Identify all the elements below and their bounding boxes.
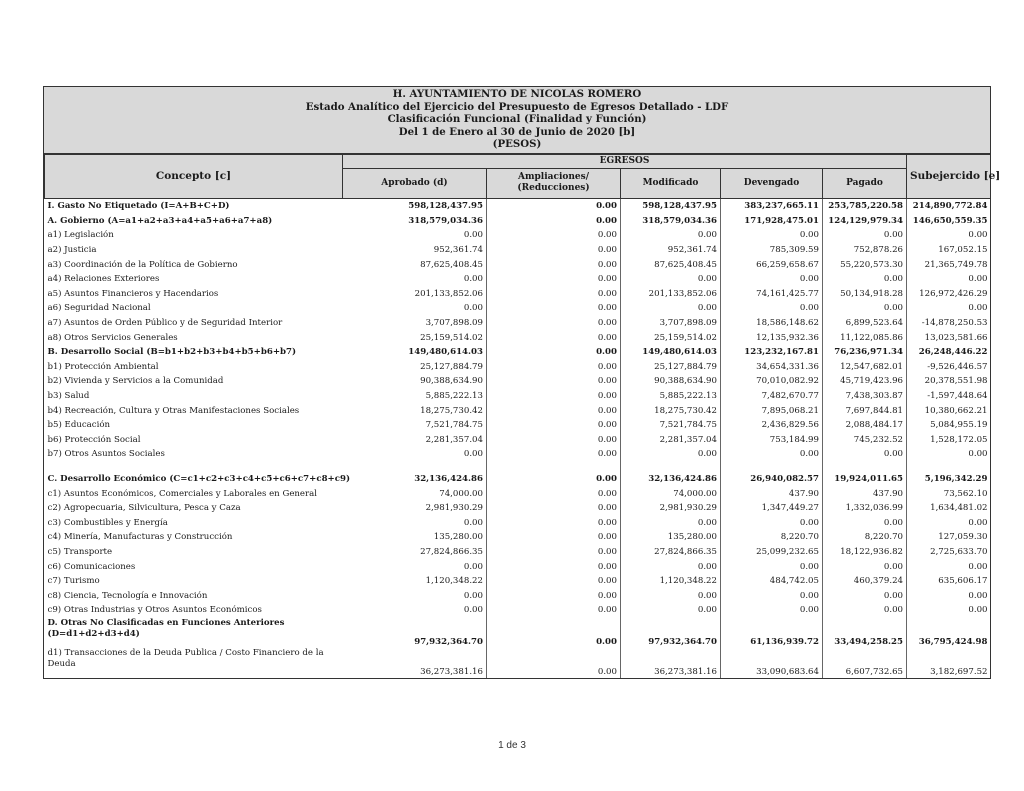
table-row [45,530,991,545]
cell-aprobado: 25,127,884.79 [343,360,487,375]
cell-subejercido: 20,378,551.98 [924,376,988,387]
cell-ampliaciones: 0.00 [487,198,621,213]
cell-modificado: 36,273,381.16 [621,648,721,678]
cell-pagado: 745,232.52 [823,432,907,447]
table-row [45,374,991,389]
cell-pagado: 0.00 [823,228,907,243]
table-row [45,486,991,501]
cell-pagado: 752,878.26 [823,243,907,258]
cell-ampliaciones: 0.00 [487,301,621,316]
cell-ampliaciones: 0.00 [487,214,621,229]
cell-devengado: 8,220.70 [721,530,823,545]
spacer-cell [721,462,823,472]
cell-concepto: A. Gobierno (A=a1+a2+a3+a4+a5+a6+a7+a8) [47,215,273,226]
cell-concepto: I. Gasto No Etiquetado (I=A+B+C+D) [45,198,343,213]
cell-devengado: 25,099,232.65 [721,545,823,560]
table-row [45,574,991,589]
report-classification: Clasificación Funcional (Finalidad y Función) [387,113,647,126]
table-row [45,618,991,648]
cell-concepto: c6) Comunicaciones [47,561,136,572]
cell-devengado: 66,259,658.67 [721,257,823,272]
cell-aprobado: 0.00 [343,588,487,603]
report-period: Del 1 de Enero al 30 de Junio de 2020 [b] [398,125,636,138]
cell-ampliaciones: 0.00 [487,447,621,462]
cell-aprobado: 0.00 [343,515,487,530]
cell-concepto: a2) Justicia [47,245,97,256]
cell-pagado: 2,088,484.17 [823,418,907,433]
cell-pagado: 0.00 [823,272,907,287]
cell-aprobado: 0.00 [343,228,487,243]
cell-devengado: 0.00 [721,272,823,287]
cell-ampliaciones: 0.00 [487,228,621,243]
cell-concepto: d1) Transacciones de la Deuda Publica / Costo Financiero de la Deuda [47,647,324,669]
cell-devengado: 0.00 [721,301,823,316]
cell-subejercido: 0.00 [968,561,988,572]
cell-subejercido: 13,023,581.66 [924,332,988,343]
cell-subejercido: 0.00 [968,605,988,616]
cell-devengado: 70,010,082.92 [721,374,823,389]
cell-modificado: 18,275,730.42 [621,403,721,418]
cell-concepto: c7) Turismo [47,576,100,587]
table-row [45,515,991,530]
cell-aprobado: 0.00 [343,447,487,462]
cell-pagado: 33,494,258.25 [823,618,907,648]
cell-concepto: b7) Otros Asuntos Sociales [47,449,165,460]
cell-aprobado: 0.00 [343,559,487,574]
cell-subejercido: 214,890,772.84 [907,198,991,213]
cell-modificado: 149,480,614.03 [621,345,721,360]
table-row [45,389,991,404]
cell-modificado: 0.00 [621,559,721,574]
table-row [45,403,991,418]
cell-ampliaciones: 0.00 [487,257,621,272]
table-row [45,345,991,360]
cell-pagado: 460,379.24 [823,574,907,589]
cell-modificado: 27,824,866.35 [621,545,721,560]
spacer-cell [487,462,621,472]
cell-ampliaciones: 0.00 [487,559,621,574]
cell-pagado: 45,719,423.96 [823,374,907,389]
table-row [45,603,991,618]
cell-pagado: 0.00 [823,515,907,530]
cell-modificado: 25,159,514.02 [621,330,721,345]
table-row [45,301,991,316]
cell-aprobado: 0.00 [343,301,487,316]
cell-pagado: 253,785,220.58 [823,198,907,213]
cell-devengado: 18,586,148.62 [721,316,823,331]
cell-concepto: a3) Coordinación de la Política de Gobierno [47,259,238,270]
cell-modificado: 97,932,364.70 [621,618,721,648]
cell-ampliaciones: 0.00 [487,648,621,678]
cell-aprobado: 25,159,514.02 [343,330,487,345]
table-row [45,272,991,287]
cell-subejercido: -1,597,448.64 [927,390,988,401]
cell-aprobado: 5,885,222.13 [343,389,487,404]
cell-pagado: 19,924,011.65 [823,472,907,487]
cell-subejercido: 127,059.30 [938,532,988,543]
cell-ampliaciones: 0.00 [487,374,621,389]
cell-ampliaciones: 0.00 [487,287,621,302]
cell-aprobado: 3,707,898.09 [343,316,487,331]
cell-subejercido: 146,650,559.35 [912,215,988,226]
cell-modificado: 0.00 [621,301,721,316]
cell-concepto: C. Desarrollo Económico (C=c1+c2+c3+c4+c5+c6+c7+c8+c9) [47,473,351,484]
cell-devengado: 74,161,425.77 [721,287,823,302]
cell-ampliaciones: 0.00 [487,618,621,648]
cell-aprobado: 74,000.00 [343,486,487,501]
col-aprobado: Aprobado (d) [343,168,487,198]
cell-pagado: 0.00 [823,301,907,316]
cell-pagado: 0.00 [823,588,907,603]
table-row [45,501,991,516]
col-egresos: EGRESOS [343,154,907,168]
cell-devengado: 2,436,829.56 [721,418,823,433]
cell-ampliaciones: 0.00 [487,432,621,447]
table-row [45,545,991,560]
cell-subejercido: 5,084,955.19 [930,420,988,431]
col-ampliaciones-line1: Ampliaciones/ [518,172,589,183]
table-row [45,228,991,243]
cell-modificado: 952,361.74 [621,243,721,258]
cell-subejercido: 3,182,697.52 [930,666,988,677]
cell-ampliaciones: 0.00 [487,545,621,560]
col-ampliaciones-line2: (Reducciones) [517,183,590,194]
col-subejercido: Subejercido [e] [907,154,991,198]
cell-subejercido: 0.00 [968,303,988,314]
cell-ampliaciones: 0.00 [487,389,621,404]
cell-concepto: a1) Legislación [47,230,114,241]
cell-ampliaciones: 0.00 [487,345,621,360]
cell-modificado: 32,136,424.86 [621,472,721,487]
cell-pagado: 124,129,979.34 [823,214,907,229]
table-row [45,447,991,462]
cell-subejercido: 0.00 [968,230,988,241]
cell-pagado: 0.00 [823,603,907,618]
cell-pagado: 437.90 [823,486,907,501]
spacer-cell [823,462,907,472]
cell-ampliaciones: 0.00 [487,330,621,345]
cell-devengado: 0.00 [721,588,823,603]
spacer-cell [907,462,991,472]
col-devengado: Devengado [721,168,823,198]
cell-concepto: a7) Asuntos de Orden Público y de Seguridad Interior [47,318,283,329]
cell-ampliaciones: 0.00 [487,272,621,287]
cell-devengado: 7,895,068.21 [721,403,823,418]
cell-aprobado: 0.00 [343,603,487,618]
spacer-cell [621,462,721,472]
cell-modificado: 87,625,408.45 [621,257,721,272]
cell-aprobado: 952,361.74 [343,243,487,258]
report-sheet [43,86,1001,679]
cell-devengado: 12,135,932.36 [721,330,823,345]
table-row [45,316,991,331]
cell-concepto: a8) Otros Servicios Generales [47,332,178,343]
cell-aprobado: 27,824,866.35 [343,545,487,560]
cell-ampliaciones: 0.00 [487,243,621,258]
cell-pagado: 7,697,844.81 [823,403,907,418]
cell-subejercido: 167,052.15 [938,245,988,256]
cell-aprobado: 135,280.00 [343,530,487,545]
cell-ampliaciones: 0.00 [487,403,621,418]
spacer-cell [45,462,343,472]
cell-subejercido: 126,972,426.29 [919,288,988,299]
cell-concepto: c4) Minería, Manufacturas y Construcción [47,532,233,543]
cell-aprobado: 0.00 [343,272,487,287]
report-title: Estado Analítico del Ejercicio del Presupuesto de Egresos Detallado - LDF [305,100,729,113]
cell-devengado: 1,347,449.27 [721,501,823,516]
cell-modificado: 3,707,898.09 [621,316,721,331]
col-ampliaciones [487,168,621,198]
cell-devengado: 0.00 [721,515,823,530]
cell-subejercido: 1,634,481.02 [930,503,988,514]
cell-pagado: 11,122,085.86 [823,330,907,345]
spacer-cell [343,462,487,472]
col-modificado: Modificado [621,168,721,198]
cell-modificado: 7,521,784.75 [621,418,721,433]
table-row [45,257,991,272]
cell-modificado: 5,885,222.13 [621,389,721,404]
cell-pagado: 76,236,971.34 [823,345,907,360]
cell-pagado: 50,134,918.28 [823,287,907,302]
cell-ampliaciones: 0.00 [487,574,621,589]
table-row [45,198,991,213]
table-row [45,418,991,433]
cell-aprobado: 2,281,357.04 [343,432,487,447]
cell-ampliaciones: 0.00 [487,588,621,603]
cell-modificado: 1,120,348.22 [621,574,721,589]
cell-concepto: c3) Combustibles y Energía [47,517,168,528]
cell-subejercido: 5,196,342.29 [924,473,988,484]
cell-modificado: 0.00 [621,272,721,287]
cell-modificado: 2,281,357.04 [621,432,721,447]
report-currency: (PESOS) [492,138,542,151]
cell-aprobado: 149,480,614.03 [343,345,487,360]
cell-subejercido: 1,528,172.05 [930,434,988,445]
org-name: H. AYUNTAMIENTO DE NICOLAS ROMERO [392,88,642,100]
cell-concepto: c2) Agropecuaria, Silvicultura, Pesca y Caza [47,503,241,514]
cell-pagado: 18,122,936.82 [823,545,907,560]
cell-subejercido: 10,380,662.21 [924,405,988,416]
table-body [45,198,991,677]
table-row [45,472,991,487]
table-row [45,243,991,258]
cell-subejercido: 0.00 [968,449,988,460]
cell-pagado: 7,438,303.87 [823,389,907,404]
table-row [45,432,991,447]
report-header [44,87,990,154]
cell-aprobado: 32,136,424.86 [343,472,487,487]
cell-ampliaciones: 0.00 [487,530,621,545]
cell-concepto: a6) Seguridad Nacional [47,303,151,314]
cell-concepto: b2) Vivienda y Servicios a la Comunidad [47,376,224,387]
cell-concepto: c9) Otras Industrias y Otros Asuntos Económicos [47,605,262,616]
cell-aprobado: 90,388,634.90 [343,374,487,389]
cell-devengado: 0.00 [721,559,823,574]
cell-modificado: 0.00 [621,447,721,462]
cell-ampliaciones: 0.00 [487,515,621,530]
cell-devengado: 171,928,475.01 [721,214,823,229]
cell-modificado: 135,280.00 [621,530,721,545]
cell-subejercido: 73,562.10 [943,488,988,499]
cell-modificado: 2,981,930.29 [621,501,721,516]
cell-ampliaciones: 0.00 [487,603,621,618]
cell-modificado: 598,128,437.95 [621,198,721,213]
cell-modificado: 318,579,034.36 [621,214,721,229]
cell-devengado: 26,940,082.57 [721,472,823,487]
cell-devengado: 753,184.99 [721,432,823,447]
cell-devengado: 0.00 [721,447,823,462]
cell-subejercido: 0.00 [968,274,988,285]
cell-devengado: 0.00 [721,603,823,618]
cell-subejercido: 2,725,633.70 [930,546,988,557]
cell-devengado: 34,654,331.36 [721,360,823,375]
cell-modificado: 25,127,884.79 [621,360,721,375]
cell-aprobado: 36,273,381.16 [343,648,487,678]
cell-concepto: b4) Recreación, Cultura y Otras Manifestaciones Sociales [47,405,300,416]
cell-pagado: 0.00 [823,447,907,462]
cell-devengado: 785,309.59 [721,243,823,258]
table-row [45,360,991,375]
cell-pagado: 1,332,036.99 [823,501,907,516]
cell-aprobado: 598,128,437.95 [343,198,487,213]
cell-modificado: 0.00 [621,603,721,618]
cell-ampliaciones: 0.00 [487,360,621,375]
cell-modificado: 90,388,634.90 [621,374,721,389]
cell-subejercido: -14,878,250.53 [921,318,988,329]
cell-subejercido: 0.00 [968,517,988,528]
cell-pagado: 55,220,573.30 [823,257,907,272]
cell-devengado: 0.00 [721,228,823,243]
cell-devengado: 7,482,670.77 [721,389,823,404]
cell-ampliaciones: 0.00 [487,501,621,516]
cell-devengado: 123,232,167.81 [721,345,823,360]
budget-table [44,154,1001,678]
table-row [45,559,991,574]
cell-subejercido: 26,248,446.22 [918,347,988,358]
cell-pagado: 8,220.70 [823,530,907,545]
cell-pagado: 6,899,523.64 [823,316,907,331]
cell-subejercido: 36,795,424.98 [918,636,988,647]
cell-aprobado: 87,625,408.45 [343,257,487,272]
cell-aprobado: 18,275,730.42 [343,403,487,418]
cell-concepto: b3) Salud [47,390,90,401]
cell-ampliaciones: 0.00 [487,486,621,501]
cell-concepto: D. Otras No Clasificadas en Funciones Anteriores (D=d1+d2+d3+d4) [47,617,285,639]
cell-concepto: c5) Transporte [47,546,113,557]
cell-modificado: 0.00 [621,515,721,530]
cell-pagado: 6,607,732.65 [823,648,907,678]
col-concepto: Concepto [c] [45,154,343,198]
table-row [45,330,991,345]
cell-concepto: b5) Educación [47,420,111,431]
cell-devengado: 33,090,683.64 [721,648,823,678]
cell-ampliaciones: 0.00 [487,316,621,331]
cell-pagado: 0.00 [823,559,907,574]
cell-concepto: c1) Asuntos Económicos, Comerciales y Laborales en General [47,488,318,499]
cell-concepto: B. Desarrollo Social (B=b1+b2+b3+b4+b5+b6+b7) [47,347,297,358]
cell-subejercido: 0.00 [968,590,988,601]
cell-concepto: a4) Relaciones Exteriores [47,274,160,285]
cell-ampliaciones: 0.00 [487,472,621,487]
cell-aprobado: 2,981,930.29 [343,501,487,516]
cell-devengado: 61,136,939.72 [721,618,823,648]
cell-modificado: 0.00 [621,228,721,243]
cell-aprobado: 1,120,348.22 [343,574,487,589]
cell-concepto: c8) Ciencia, Tecnología e Innovación [47,590,208,601]
cell-concepto: b1) Protección Ambiental [47,361,159,372]
table-row [45,287,991,302]
cell-aprobado: 97,932,364.70 [343,618,487,648]
cell-modificado: 0.00 [621,588,721,603]
cell-subejercido: -9,526,446.57 [927,361,988,372]
table-row [45,648,991,678]
cell-modificado: 74,000.00 [621,486,721,501]
cell-devengado: 383,237,665.11 [721,198,823,213]
cell-aprobado: 201,133,852.06 [343,287,487,302]
cell-concepto: a5) Asuntos Financieros y Hacendarios [47,288,219,299]
cell-devengado: 484,742.05 [721,574,823,589]
cell-aprobado: 7,521,784.75 [343,418,487,433]
spacer-row [45,462,991,472]
cell-subejercido: 635,606.17 [938,576,988,587]
cell-modificado: 201,133,852.06 [621,287,721,302]
cell-pagado: 12,547,682.01 [823,360,907,375]
cell-subejercido: 21,365,749.78 [924,259,988,270]
table-row [45,588,991,603]
cell-aprobado: 318,579,034.36 [343,214,487,229]
page-number: 1 de 3 [498,740,526,751]
cell-devengado: 437.90 [721,486,823,501]
cell-concepto: b6) Protección Social [47,434,141,445]
cell-ampliaciones: 0.00 [487,418,621,433]
table-row [45,214,991,229]
col-pagado: Pagado [823,168,907,198]
